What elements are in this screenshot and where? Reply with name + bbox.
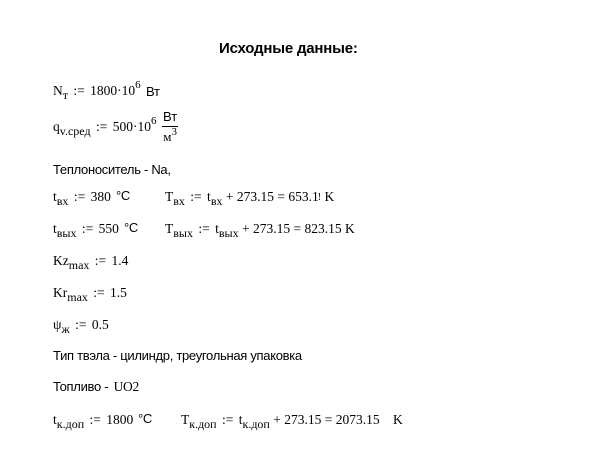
qv-equation: [53, 115, 157, 138]
qv-assign: :=: [95, 119, 108, 134]
tvx-calc-truncation-marker: !: [317, 192, 322, 203]
tvyx-value: 550: [98, 221, 119, 236]
tvx-value: 380: [90, 189, 111, 204]
tvx-calc-variable: T: [165, 189, 174, 204]
nt-expression: 1800·10: [90, 83, 136, 98]
tvx-unit: °C: [116, 188, 130, 203]
tvyx-equation: [53, 221, 119, 240]
kr-variable: Kr: [53, 285, 68, 300]
tkdop-calc-assign: :=: [221, 412, 234, 427]
qv-subscript: v.сред: [59, 124, 91, 138]
qv-expression: 500·10: [112, 119, 151, 134]
kz-value: 1.4: [111, 253, 129, 268]
kr-value: 1.5: [110, 285, 127, 300]
tvx-calc-unit: K: [324, 189, 335, 204]
tkdop-calc-expr-subscript: к.доп: [242, 417, 270, 431]
psi-variable: ψ: [53, 317, 62, 332]
psi-assign: :=: [75, 317, 87, 332]
tvx-variable: t: [53, 189, 57, 204]
nt-unit: Вт: [146, 84, 160, 99]
tvyx-calc-expr-subscript: вых: [218, 226, 239, 240]
psi-subscript: ж: [61, 322, 70, 336]
tkdop-calc-variable: T: [181, 412, 190, 427]
tvyx-calc-variable: T: [165, 221, 174, 236]
tkdop-value: 1800: [106, 412, 134, 427]
tkdop-calc-expression: + 273.15 = 2073.15: [273, 412, 380, 427]
qv-unit-fraction: [162, 109, 178, 145]
tvyx-calc-expression: + 273.15 = 823.15: [241, 221, 342, 236]
kr-assign: :=: [93, 285, 105, 300]
tkdop-equation: [53, 412, 134, 431]
tvyx-subscript: вых: [56, 226, 77, 240]
fuel-value: UO2: [113, 379, 139, 394]
qv-unit-den-exponent: 3: [171, 126, 177, 138]
tkdop-unit: °C: [138, 411, 152, 426]
qv-unit-denominator: $м^3$: [163, 126, 177, 144]
nt-variable: N: [53, 83, 63, 98]
tkdop-assign: :=: [89, 412, 101, 427]
tkdop-calc-expr-variable: t: [238, 412, 243, 427]
fuel-line: [53, 380, 139, 394]
nt-exponent: 6: [135, 79, 141, 91]
kz-variable: Kz: [53, 253, 69, 268]
kr-equation: [53, 285, 127, 304]
tvx-equation: [53, 189, 111, 208]
kz-assign: :=: [94, 253, 107, 268]
tkdop-calc: [181, 412, 403, 431]
tvyx-calc-assign: :=: [198, 221, 210, 236]
nt-subscript: т: [62, 88, 68, 102]
tvx-calc-assign: :=: [190, 189, 202, 204]
tvyx-variable: t: [53, 221, 57, 236]
tvyx-calc-unit: K: [344, 221, 355, 236]
psi-equation: [53, 317, 109, 336]
tkdop-variable: t: [53, 412, 57, 427]
tvx-calc-expr-variable: t: [207, 189, 211, 204]
kr-subscript: max: [67, 290, 88, 304]
tvx-assign: :=: [73, 189, 86, 204]
kz-equation: [53, 253, 129, 272]
nt-assign: :=: [73, 83, 85, 98]
tkdop-subscript: к.доп: [56, 417, 85, 431]
page-title: Исходные данные:: [219, 40, 358, 57]
tvyx-calc: [165, 221, 355, 240]
tvx-calc: [165, 189, 335, 208]
tvyx-calc-expr-variable: t: [215, 221, 219, 236]
nt-equation: [53, 79, 141, 102]
qv-exponent: 6: [150, 115, 157, 127]
tvx-subscript: вх: [56, 194, 69, 208]
qv-unit-numerator: Вт: [162, 109, 178, 127]
coolant-label: Теплоноситель - Na,: [53, 162, 171, 177]
fuel-label: Топливо -: [53, 379, 109, 394]
kz-subscript: max: [68, 258, 90, 272]
tvx-calc-subscript: вх: [173, 194, 185, 208]
fuel-element-type: Тип твэла - цилиндр, треугольная упаковка: [53, 348, 302, 363]
tvyx-unit: °C: [124, 220, 138, 235]
tkdop-calc-subscript: к.доп: [189, 417, 217, 431]
tvx-calc-expr-subscript: вх: [210, 194, 223, 208]
tvx-calc-expression: + 273.15 = 653.1: [225, 189, 319, 204]
tvyx-assign: :=: [81, 221, 94, 236]
psi-value: 0.5: [91, 317, 109, 332]
tvyx-calc-subscript: вых: [173, 226, 193, 240]
tkdop-calc-unit: K: [392, 412, 403, 427]
qv-variable: q: [53, 119, 60, 134]
